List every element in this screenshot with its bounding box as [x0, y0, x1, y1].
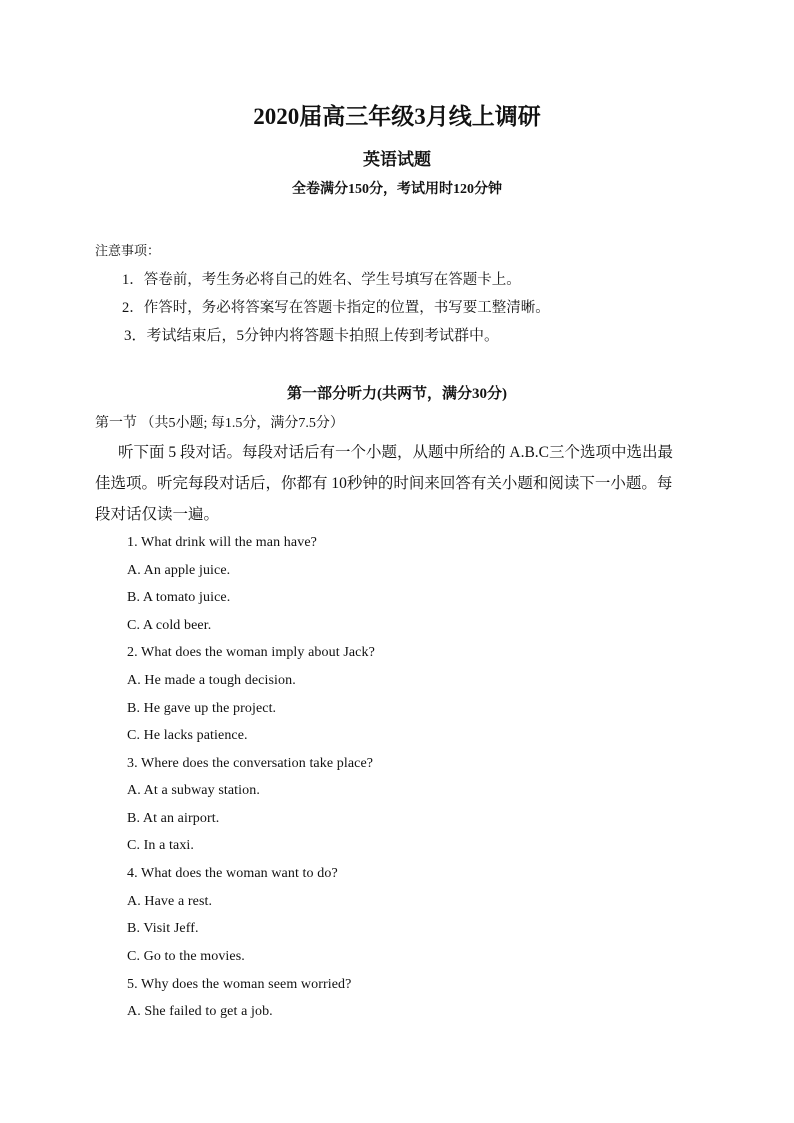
- question-stem: 5. Why does the woman seem worried?: [127, 977, 352, 992]
- answer-option: A. At a subway station.: [127, 783, 260, 798]
- section-heading: 第一节 （共5小题; 每1.5分，满分7.5分）: [95, 416, 344, 431]
- question-stem: 2. What does the woman imply about Jack?: [127, 645, 375, 660]
- answer-option: A. Have a rest.: [127, 894, 213, 909]
- notice-item: 3．考试结束后，5分钟内将答题卡拍照上传到考试群中。: [124, 328, 500, 344]
- answer-option: A. She failed to get a job.: [127, 1004, 273, 1019]
- answer-option: A. An apple juice.: [127, 563, 231, 578]
- exam-meta: 全卷满分150分，考试用时120分钟: [292, 182, 502, 197]
- answer-option: B. At an airport.: [127, 811, 220, 826]
- answer-option: C. Go to the movies.: [127, 949, 245, 964]
- notice-item: 2．作答时，务必将答案写在答题卡指定的位置，书写要工整清晰。: [122, 300, 550, 316]
- instruction-line: 佳选项。听完每段对话后，你都有 10秒钟的时间来回答有关小题和阅读下一小题。每: [95, 475, 673, 492]
- question-stem: 3. Where does the conversation take place?: [127, 756, 374, 771]
- subject-title: 英语试题: [363, 150, 431, 169]
- instruction-line: 听下面 5 段对话。每段对话后有一个小题，从题中所给的 A.B.C三个选项中选出最: [118, 444, 673, 461]
- answer-option: C. In a taxi.: [127, 838, 195, 853]
- page-title: 2020届高三年级3月线上调研: [253, 104, 541, 129]
- question-stem: 1. What drink will the man have?: [127, 535, 317, 550]
- notice-heading: 注意事项：: [95, 243, 161, 258]
- answer-option: B. A tomato juice.: [127, 590, 231, 605]
- part-title: 第一部分听力(共两节，满分30分): [287, 386, 507, 402]
- instruction-line: 段对话仅读一遍。: [95, 506, 220, 523]
- question-stem: 4. What does the woman want to do?: [127, 866, 338, 881]
- answer-option: C. A cold beer.: [127, 618, 212, 633]
- answer-option: B. Visit Jeff.: [127, 921, 199, 936]
- notice-item: 1．答卷前，考生务必将自己的姓名、学生号填写在答题卡上。: [122, 272, 521, 288]
- answer-option: B. He gave up the project.: [127, 701, 277, 716]
- answer-option: C. He lacks patience.: [127, 728, 248, 743]
- answer-option: A. He made a tough decision.: [127, 673, 296, 688]
